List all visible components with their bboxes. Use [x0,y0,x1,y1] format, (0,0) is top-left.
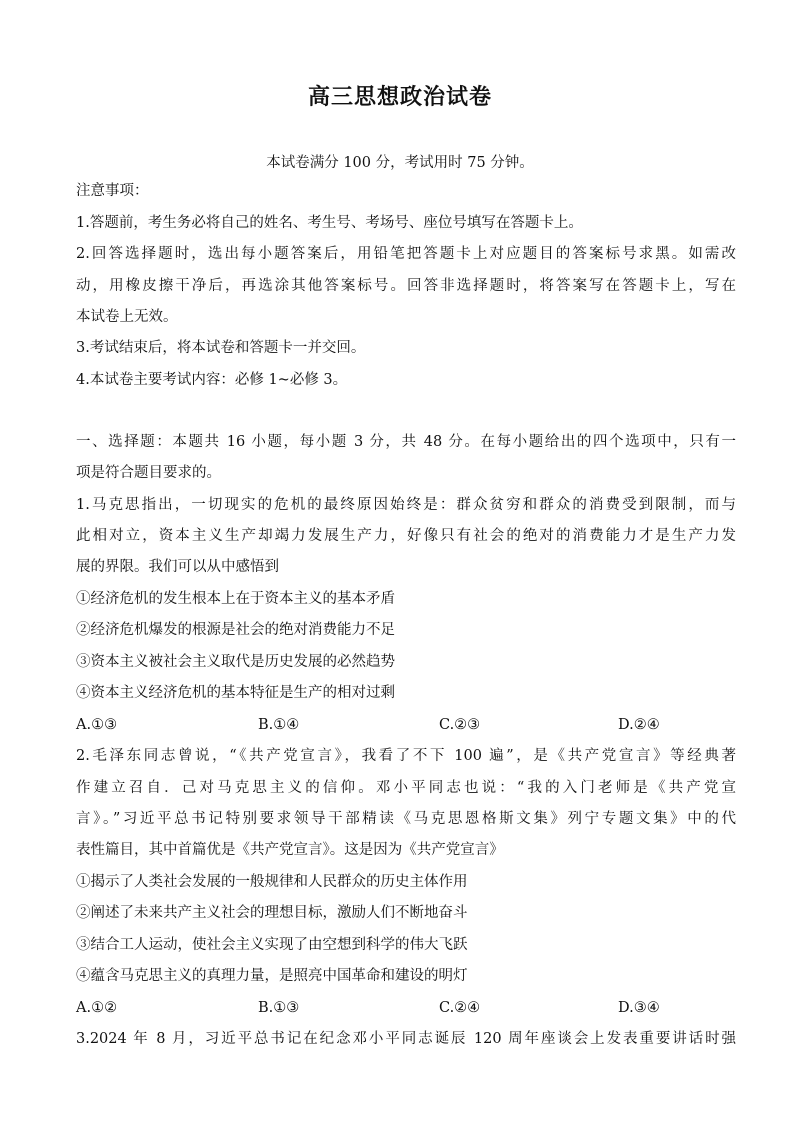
question-2-option-c: C.②④ [439,1000,481,1016]
question-1-stem: 1.马克思指出，一切现实的危机的最终原因始终是：群众贫穷和群众的消费受到限制，而与 [76,497,736,513]
question-2-statement: ②阐述了未来共产主义社会的理想目标，激励人们不断地奋斗 [76,905,468,921]
question-1-statement: ①经济危机的发生根本上在于资本主义的基本矛盾 [76,591,395,607]
section-heading: 项是符合题目要求的。 [76,465,221,481]
notice-item: 动，用橡皮擦干净后，再选涂其他答案标号。回答非选择题时，将答案写在答题卡上，写在 [76,278,736,294]
notice-item: 1.答题前，考生务必将自己的姓名、考生号、考场号、座位号填写在答题卡上。 [76,215,583,231]
section-heading: 一、选择题：本题共 16 小题，每小题 3 分，共 48 分。在每小题给出的四个选项中，只有一 [76,434,736,450]
notice-item: 4.本试卷主要考试内容：必修 1~必修 3。 [76,372,348,388]
notice-heading: 注意事项： [76,183,149,199]
question-2-statement: ①揭示了人类社会发展的一般规律和人民群众的历史主体作用 [76,874,468,890]
question-2-stem: 言》。”习近平总书记特别要求领导干部精读《马克思恩格斯文集》列宁专题文集》中的代 [76,811,736,827]
notice-item: 2.回答选择题时，选出每小题答案后，用铅笔把答题卡上对应题目的答案标号求黑。如需改 [76,246,736,262]
question-2-stem: 表性篇目，其中首篇优是《共产党宣言》。这是因为《共产党宣言》 [76,842,504,858]
question-2-option-b: B.①③ [258,1000,300,1016]
notice-item: 3.考试结束后，将本试卷和答题卡一并交回。 [76,340,366,356]
question-1-option-d: D.②④ [618,717,660,733]
question-2-option-d: D.③④ [618,1000,660,1016]
question-1-statement: ③资本主义被社会主义取代是历史发展的必然趋势 [76,654,395,670]
question-2-stem: 2.毛泽东同志曾说，“《共产党宣言》，我看了不下 100 遍”，是《共产党宣言》等经典著 [76,748,736,764]
question-1-option-c: C.②③ [439,717,481,733]
question-1-option-a: A.①③ [76,717,118,733]
question-1-option-b: B.①④ [258,717,300,733]
page-title: 高三思想政治试卷 [307,85,492,110]
question-1-stem: 此相对立，资本主义生产却竭力发展生产力，好像只有社会的绝对的消费能力才是生产力发 [76,528,736,544]
question-2-statement: ③结合工人运动，使社会主义实现了由空想到科学的伟大飞跃 [76,937,468,953]
question-1-stem: 展的界限。我们可以从中感悟到 [76,559,279,575]
question-1-statement: ④资本主义经济危机的基本特征是生产的相对过剩 [76,685,395,701]
question-2-stem: 作建立召自．己对马克思主义的信仰。邓小平同志也说：“我的入门老师是《共产党宣 [76,780,736,796]
notice-item: 本试卷上无效。 [76,309,178,325]
question-3-stem: 3.2024 年 8 月，习近平总书记在纪念邓小平同志诞辰 120 周年座谈会上发表重要讲话时强 [76,1031,736,1047]
question-1-statement: ②经济危机爆发的根源是社会的绝对消费能力不足 [76,622,395,638]
question-2-statement: ④蕴含马克思主义的真理力量，是照亮中国革命和建设的明灯 [76,968,468,984]
question-2-option-a: A.①② [76,1000,118,1016]
exam-info: 本试卷满分 100 分，考试用时 75 分钟。 [266,155,534,171]
